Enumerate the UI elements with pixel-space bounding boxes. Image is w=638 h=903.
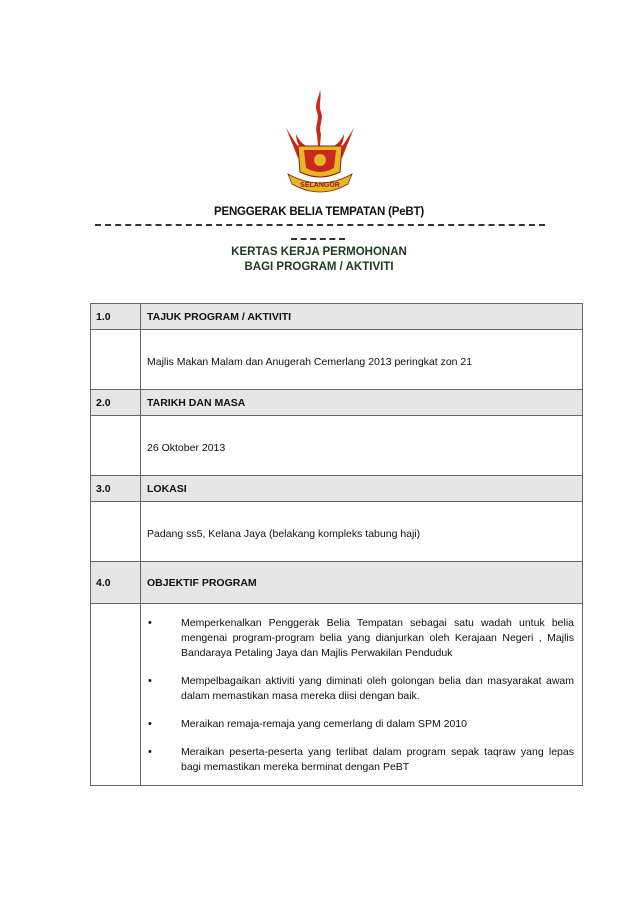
document-title-line1: KERTAS KERJA PERMOHONAN bbox=[231, 246, 407, 258]
selangor-crest-logo bbox=[278, 88, 362, 200]
section-number: 4.0 bbox=[91, 562, 141, 604]
section-number: 3.0 bbox=[91, 476, 141, 502]
objective-text: Meraikan remaja-remaja yang cemerlang di dalam SPM 2010 bbox=[181, 718, 467, 730]
section-header-row bbox=[91, 390, 583, 416]
list-item bbox=[141, 745, 574, 775]
list-item bbox=[141, 674, 574, 704]
bullet-icon: • bbox=[148, 746, 152, 758]
svg-text:SELANGOR: SELANGOR bbox=[300, 182, 340, 189]
section-title: TARIKH DAN MASA bbox=[141, 390, 583, 416]
section-content-row bbox=[91, 416, 583, 476]
objective-text: Meraikan peserta-peserta yang terlibat dalam program sepak taqraw yang lepas bagi memastikan mereka berminat dengan PeBT bbox=[181, 746, 574, 773]
section-number: 2.0 bbox=[91, 390, 141, 416]
bullet-icon: • bbox=[148, 718, 152, 730]
section-content: Padang ss5, Kelana Jaya (belakang kompleks tabung haji) bbox=[141, 502, 583, 562]
list-item bbox=[141, 717, 574, 732]
objectives-list bbox=[141, 604, 582, 785]
section-content: 26 Oktober 2013 bbox=[141, 416, 583, 476]
section-title: TAJUK PROGRAM / AKTIVITI bbox=[141, 304, 583, 330]
section-content-row bbox=[91, 502, 583, 562]
objective-text: Mempelbagaikan aktiviti yang diminati oleh golongan belia dan masyarakat awam dalam memastikan masa mereka diisi dengan baik. bbox=[181, 675, 574, 702]
section-number: 1.0 bbox=[91, 304, 141, 330]
section-header-row bbox=[91, 304, 583, 330]
section-header-row bbox=[91, 562, 583, 604]
document-title-line2: BAGI PROGRAM / AKTIVITI bbox=[244, 261, 394, 273]
section-header-row bbox=[91, 476, 583, 502]
objectives-row bbox=[91, 604, 583, 786]
list-item bbox=[141, 616, 574, 661]
section-content-row bbox=[91, 330, 583, 390]
section-title: LOKASI bbox=[141, 476, 583, 502]
proposal-form-table bbox=[90, 303, 583, 786]
dashed-separator bbox=[95, 224, 545, 228]
dashed-separator-short bbox=[291, 238, 345, 241]
section-title: OBJEKTIF PROGRAM bbox=[141, 562, 583, 604]
organization-title: PENGGERAK BELIA TEMPATAN (PeBT) bbox=[214, 206, 424, 218]
section-content: Majlis Makan Malam dan Anugerah Cemerlang 2013 peringkat zon 21 bbox=[141, 330, 583, 390]
bullet-icon: • bbox=[148, 617, 152, 629]
objective-text: Memperkenalkan Penggerak Belia Tempatan sebagai satu wadah untuk belia mengenai program-program belia yang dianjurkan oleh Kerajaan Negeri , Majlis Bandaraya Petaling Jaya dan Majlis Perwakilan Penduduk bbox=[181, 617, 574, 659]
objectives-cell bbox=[141, 604, 583, 786]
bullet-icon: • bbox=[148, 675, 152, 687]
